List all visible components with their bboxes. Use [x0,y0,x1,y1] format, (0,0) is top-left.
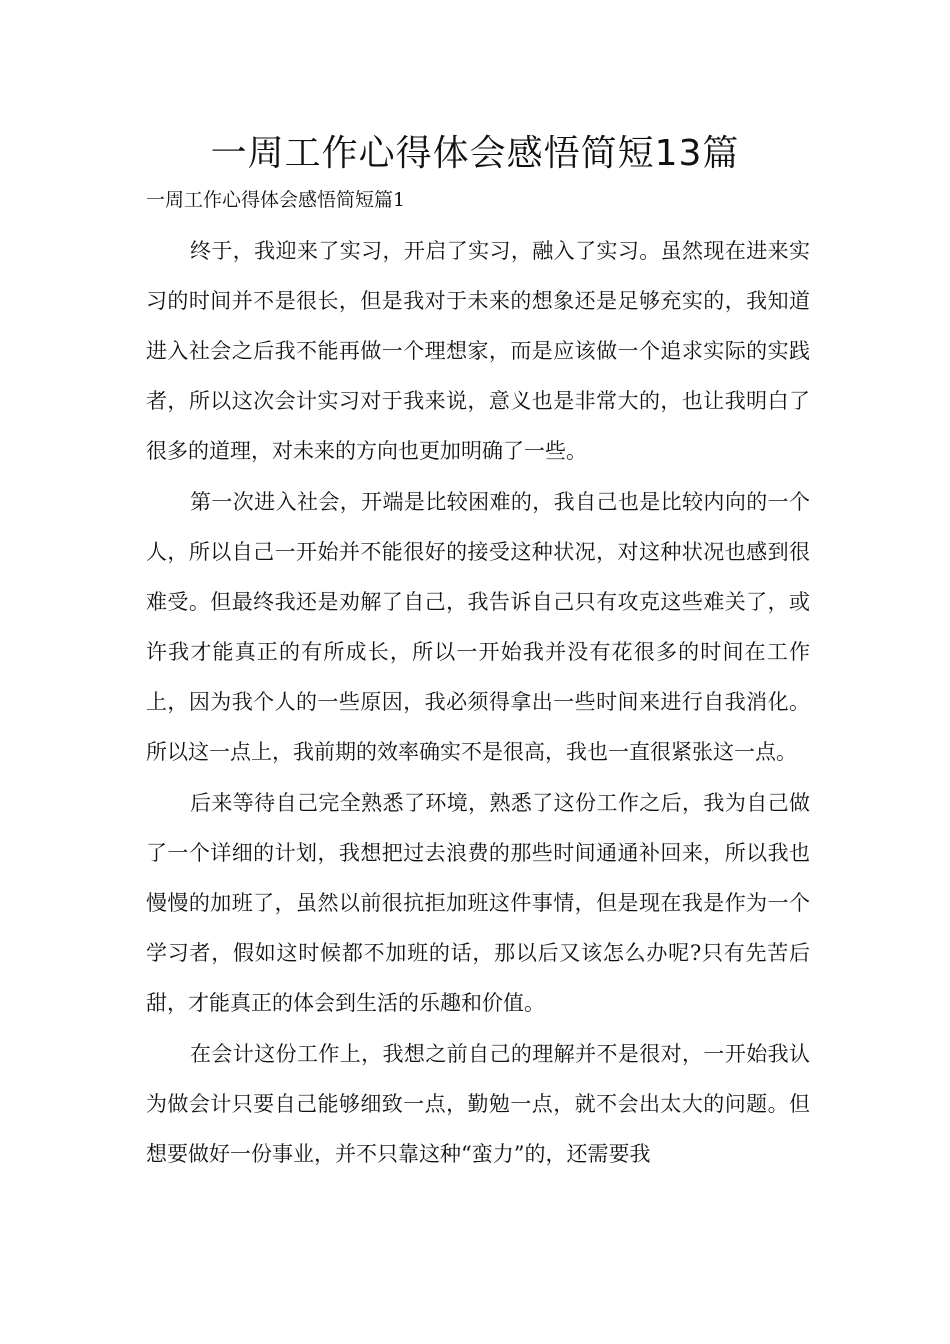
paragraph-3: 后来等待自己完全熟悉了环境，熟悉了这份工作之后，我为自己做了一个详细的计划，我想把过去浪费的那些时间通通补回来，所以我也慢慢的加班了，虽然以前很抗拒加班这件事情，但是现在我是作为一个学习者，假如这时候都不加班的话，那以后又该怎么办呢?只有先苦后甜，才能真正的体会到生活的乐趣和价值。 [146,791,810,1015]
section-heading: 一周工作心得体会感悟简短篇1 [146,189,406,211]
paragraph-4: 在会计这份工作上，我想之前自己的理解并不是很对，一开始我认为做会计只要自己能够细致一点，勤勉一点，就不会出太大的问题。但想要做好一份事业，并不只靠这种“蛮力”的，还需要我 [146,1042,810,1166]
document-body [146,226,810,1180]
paragraph-2: 第一次进入社会，开端是比较困难的，我自己也是比较内向的一个人，所以自己一开始并不能很好的接受这种状况，对这种状况也感到很难受。但最终我还是劝解了自己，我告诉自己只有攻克这些难关了，或许我才能真正的有所成长，所以一开始我并没有花很多的时间在工作上，因为我个人的一些原因，我必须得拿出一些时间来进行自我消化。所以这一点上，我前期的效率确实不是很高，我也一直很紧张这一点。 [146,490,810,764]
document-title: 一周工作心得体会感悟简短13篇 [210,133,740,174]
paragraph-1: 终于，我迎来了实习，开启了实习，融入了实习。虽然现在进来实习的时间并不是很长，但是我对于未来的想象还是足够充实的，我知道进入社会之后我不能再做一个理想家，而是应该做一个追求实际的实践者，所以这次会计实习对于我来说，意义也是非常大的，也让我明白了很多的道理，对未来的方向也更加明确了一些。 [146,239,810,463]
